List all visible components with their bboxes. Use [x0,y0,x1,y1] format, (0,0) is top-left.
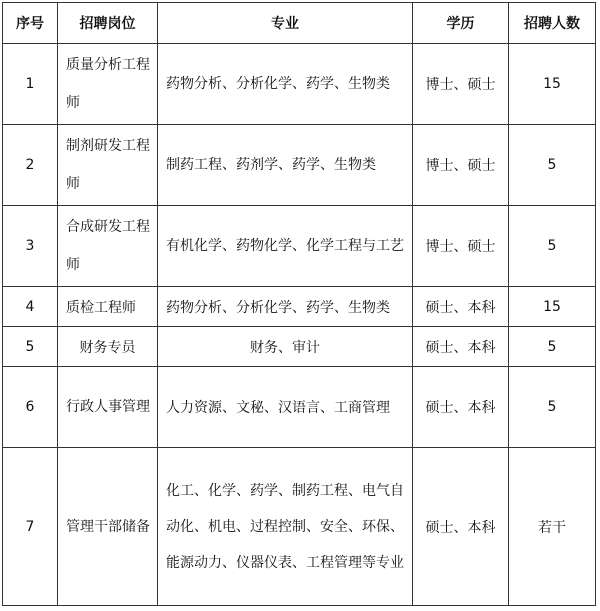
cell-position: 合成研发工程师 [58,206,158,287]
cell-education: 博士、硕士 [413,125,509,206]
table-row [3,327,596,367]
cell-seq: 6 [3,367,58,448]
cell-seq: 7 [3,448,58,606]
cell-position: 质检工程师 [58,287,158,327]
table-row [3,287,596,327]
cell-count: 5 [509,327,596,367]
cell-major: 有机化学、药物化学、化学工程与工艺 [158,206,413,287]
cell-education: 博士、硕士 [413,206,509,287]
cell-count: 5 [509,125,596,206]
cell-seq: 3 [3,206,58,287]
cell-count: 5 [509,367,596,448]
cell-position: 制剂研发工程师 [58,125,158,206]
cell-seq: 1 [3,44,58,125]
table-row [3,125,596,206]
cell-seq: 2 [3,125,58,206]
cell-count: 15 [509,287,596,327]
cell-position: 质量分析工程师 [58,44,158,125]
header-education: 学历 [413,3,509,44]
table-row [3,44,596,125]
cell-major: 制药工程、药剂学、药学、生物类 [158,125,413,206]
cell-position: 财务专员 [58,327,158,367]
table-row [3,206,596,287]
cell-major: 化工、化学、药学、制药工程、电气自动化、机电、过程控制、安全、环保、能源动力、仪器仪表、工程管理等专业 [158,448,413,606]
cell-position: 管理干部储备 [58,448,158,606]
cell-seq: 5 [3,327,58,367]
header-row [3,3,596,44]
cell-count: 15 [509,44,596,125]
cell-seq: 4 [3,287,58,327]
header-count: 招聘人数 [509,3,596,44]
cell-major: 药物分析、分析化学、药学、生物类 [158,287,413,327]
cell-major: 财务、审计 [158,327,413,367]
cell-education: 硕士、本科 [413,327,509,367]
cell-major: 药物分析、分析化学、药学、生物类 [158,44,413,125]
cell-education: 硕士、本科 [413,448,509,606]
cell-education: 硕士、本科 [413,287,509,327]
header-seq: 序号 [3,3,58,44]
header-position: 招聘岗位 [58,3,158,44]
cell-count: 5 [509,206,596,287]
header-major: 专业 [158,3,413,44]
cell-education: 博士、硕士 [413,44,509,125]
table-row [3,448,596,606]
cell-major: 人力资源、文秘、汉语言、工商管理 [158,367,413,448]
table-row [3,367,596,448]
cell-position: 行政人事管理 [58,367,158,448]
cell-count: 若干 [509,448,596,606]
cell-education: 硕士、本科 [413,367,509,448]
recruitment-table [2,2,596,606]
